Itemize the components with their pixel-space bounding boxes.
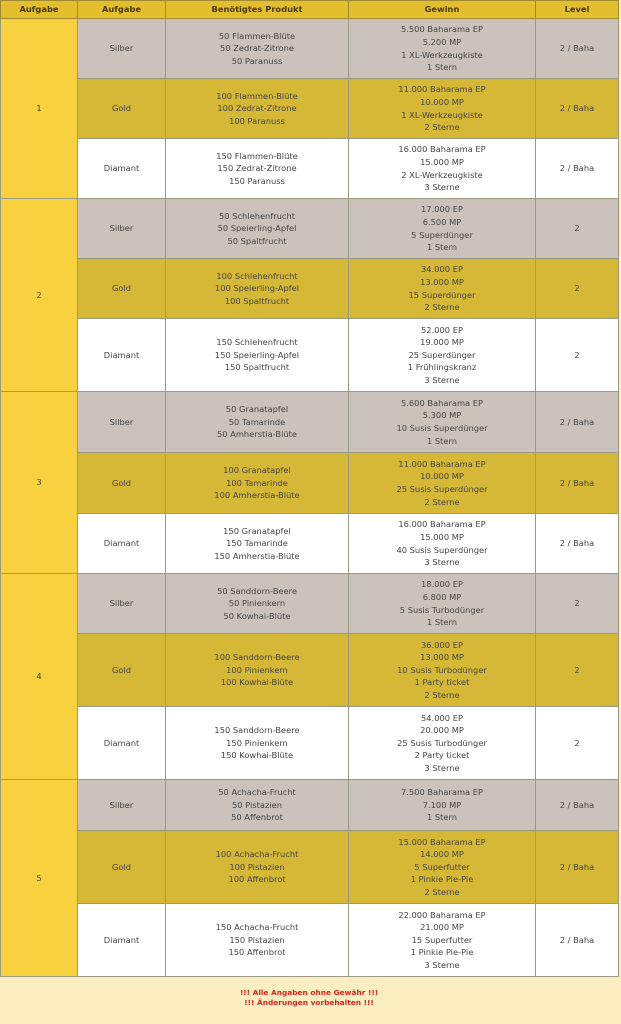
reward-line: 2 Sterne (424, 496, 460, 507)
table-row (1, 19, 619, 79)
rewards-cell (349, 319, 536, 392)
reward-line: 6.800 MP (422, 591, 462, 602)
tier-cell: Silber (78, 199, 166, 259)
reward-line: 25 Susis Turbodünger (397, 737, 487, 748)
product-line: 100 Paranuss (229, 115, 285, 126)
reward-line: 1 Party ticket (414, 677, 470, 688)
level-cell: 2 (536, 199, 619, 259)
product-line: 50 Amherstia-Blüte (216, 429, 297, 440)
products-cell (166, 319, 349, 392)
reward-line: 15.000 Baharama EP (398, 836, 486, 847)
product-line: 100 Kowhai-Blüte (220, 677, 294, 688)
reward-line: 18.000 EP (421, 579, 463, 590)
product-line: 50 Spaltfrucht (227, 235, 287, 246)
table-row (1, 904, 619, 977)
reward-line: 16.000 Baharama EP (398, 519, 486, 530)
product-line: 150 Affenbrot (228, 947, 286, 958)
product-line: 150 Paranuss (229, 175, 285, 186)
reward-line: 1 Stern (426, 62, 458, 73)
task-number-cell: 2 (1, 199, 78, 392)
tier-cell: Gold (78, 634, 166, 707)
product-line: 50 Granatapfel (225, 404, 289, 415)
reward-line: 2 Sterne (424, 302, 460, 313)
reward-line: 13.000 MP (420, 276, 464, 287)
table-row (1, 392, 619, 453)
rewards-cell (349, 79, 536, 139)
tier-cell: Gold (78, 831, 166, 904)
product-line: 50 Sanddorn-Beere (217, 585, 297, 596)
product-line: 100 Affenbrot (228, 874, 286, 885)
reward-line: 13.000 MP (420, 652, 464, 663)
reward-line: 1 Stern (426, 812, 458, 823)
header-aufgabe-tier: Aufgabe (78, 1, 166, 19)
table-row (1, 139, 619, 199)
reward-line: 5.500 Baharama EP (400, 24, 484, 35)
reward-line: 1 XL-Werkzeugkiste (401, 49, 483, 60)
rewards-cell (349, 634, 536, 707)
product-line: 150 Amherstia-Blüte (214, 550, 300, 561)
reward-line: 21.000 MP (420, 922, 464, 933)
table-row (1, 514, 619, 574)
table-row (1, 574, 619, 634)
reward-line: 34.000 EP (421, 264, 463, 275)
reward-line: 5 Superdünger (411, 229, 473, 240)
level-cell: 2 / Baha (536, 904, 619, 977)
products-cell (166, 79, 349, 139)
table-row (1, 780, 619, 831)
product-line: 50 Achacha-Frucht (218, 787, 296, 798)
product-line: 100 Sanddorn-Beere (214, 652, 300, 663)
tier-cell: Diamant (78, 514, 166, 574)
reward-line: 16.000 Baharama EP (398, 144, 486, 155)
product-line: 50 Speierling-Apfel (217, 223, 297, 234)
tier-cell: Silber (78, 19, 166, 79)
product-line: 100 Schlehenfrucht (216, 270, 298, 281)
reward-line: 15 Superfutter (411, 934, 473, 945)
reward-line: 36.000 EP (421, 639, 463, 650)
tier-cell: Diamant (78, 319, 166, 392)
product-line: 150 Schlehenfrucht (216, 337, 298, 348)
products-cell (166, 139, 349, 199)
rewards-cell (349, 574, 536, 634)
tier-cell: Gold (78, 453, 166, 514)
reward-line: 10.000 MP (420, 96, 464, 107)
product-line: 150 Flammen-Blüte (216, 150, 298, 161)
product-line: 100 Achacha-Frucht (215, 849, 299, 860)
reward-line: 3 Sterne (424, 557, 460, 568)
reward-line: 5.600 Baharama EP (400, 397, 484, 408)
level-cell: 2 (536, 319, 619, 392)
products-cell (166, 574, 349, 634)
reward-line: 1 Frühlingskranz (407, 362, 477, 373)
reward-line: 20.000 MP (420, 725, 464, 736)
tier-cell: Silber (78, 780, 166, 831)
reward-line: 3 Sterne (424, 762, 460, 773)
level-cell: 2 / Baha (536, 831, 619, 904)
reward-line: 10.000 MP (420, 471, 464, 482)
product-line: 50 Kowhai-Blüte (223, 610, 291, 621)
reward-line: 5.200 MP (422, 36, 462, 47)
product-line: 100 Zedrat-Zitrone (217, 103, 297, 114)
product-line: 100 Tamarinde (226, 477, 288, 488)
product-line: 150 Achacha-Frucht (215, 922, 299, 933)
reward-line: 3 Sterne (424, 182, 460, 193)
header-level: Level (536, 1, 619, 19)
products-cell (166, 634, 349, 707)
table-row (1, 319, 619, 392)
task-number-cell: 3 (1, 392, 78, 574)
rewards-cell (349, 139, 536, 199)
products-cell (166, 259, 349, 319)
reward-line: 40 Susis Superdünger (396, 544, 488, 555)
reward-line: 10 Susis Turbodünger (397, 664, 487, 675)
product-line: 50 Tamarinde (228, 416, 286, 427)
disclaimer-line: !!! Alle Angaben ohne Gewähr !!! (239, 988, 379, 997)
rewards-cell (349, 831, 536, 904)
rewards-cell (349, 780, 536, 831)
product-line: 150 Speierling-Apfel (214, 349, 300, 360)
level-cell: 2 / Baha (536, 453, 619, 514)
product-line: 150 Kowhai-Blüte (220, 750, 294, 761)
product-line: 150 Tamarinde (226, 538, 288, 549)
product-line: 50 Schlehenfrucht (219, 210, 295, 221)
reward-line: 6.500 MP (422, 216, 462, 227)
products-cell (166, 453, 349, 514)
product-line: 100 Flammen-Blüte (216, 90, 298, 101)
reward-line: 2 Sterne (424, 122, 460, 133)
reward-line: 2 Sterne (424, 886, 460, 897)
reward-line: 5.300 MP (422, 410, 462, 421)
task-number-cell: 4 (1, 574, 78, 780)
table-row (1, 79, 619, 139)
products-cell (166, 780, 349, 831)
reward-line: 2 Sterne (424, 689, 460, 700)
products-cell (166, 199, 349, 259)
product-line: 150 Zedrat-Zitrone (217, 163, 297, 174)
product-line: 50 Flammen-Blüte (218, 30, 296, 41)
reward-line: 2 XL-Werkzeugkiste (401, 169, 483, 180)
product-line: 150 Granatapfel (223, 525, 291, 536)
rewards-cell (349, 453, 536, 514)
reward-line: 3 Sterne (424, 374, 460, 385)
level-cell: 2 (536, 634, 619, 707)
reward-line: 52.000 EP (421, 324, 463, 335)
reward-line: 3 Sterne (424, 959, 460, 970)
product-line: 50 Paranuss (231, 55, 283, 66)
table-row (1, 707, 619, 780)
reward-line: 1 Pinkie Pie-Pie (410, 874, 474, 885)
product-line: 150 Pinienkern (226, 737, 288, 748)
level-cell: 2 / Baha (536, 19, 619, 79)
rewards-cell (349, 19, 536, 79)
tier-cell: Diamant (78, 707, 166, 780)
product-line: 150 Sanddorn-Beere (214, 725, 300, 736)
task-number-cell: 5 (1, 780, 78, 977)
reward-line: 7.100 MP (422, 799, 462, 810)
products-cell (166, 514, 349, 574)
products-cell (166, 831, 349, 904)
products-cell (166, 707, 349, 780)
product-line: 50 Affenbrot (231, 812, 283, 823)
level-cell: 2 (536, 574, 619, 634)
products-cell (166, 904, 349, 977)
reward-line: 11.000 Baharama EP (398, 84, 486, 95)
reward-line: 5 Susis Turbodünger (399, 604, 485, 615)
table-row (1, 634, 619, 707)
header-row (1, 1, 619, 19)
reward-line: 15.000 MP (420, 156, 464, 167)
rewards-cell (349, 904, 536, 977)
product-line: 150 Spaltfrucht (224, 362, 290, 373)
reward-line: 11.000 Baharama EP (398, 458, 486, 469)
table-row (1, 453, 619, 514)
product-line: 100 Granatapfel (223, 465, 291, 476)
reward-line: 15.000 MP (420, 531, 464, 542)
product-line: 50 Pistazien (231, 799, 282, 810)
reward-line: 1 XL-Werkzeugkiste (401, 109, 483, 120)
reward-line: 22.000 Baharama EP (398, 909, 486, 920)
reward-line: 5 Superfutter (414, 861, 470, 872)
header-aufgabe-number: Aufgabe (1, 1, 78, 19)
tier-cell: Diamant (78, 904, 166, 977)
product-line: 50 Pinienkern (228, 598, 286, 609)
reward-line: 14.000 MP (420, 849, 464, 860)
level-cell: 2 (536, 259, 619, 319)
level-cell: 2 / Baha (536, 514, 619, 574)
header-reward: Gewinn (349, 1, 536, 19)
rewards-cell (349, 514, 536, 574)
reward-line: 1 Pinkie Pie-Pie (410, 947, 474, 958)
reward-line: 25 Superdünger (408, 349, 476, 360)
level-cell: 2 (536, 707, 619, 780)
product-line: 150 Pistazien (229, 934, 285, 945)
products-cell (166, 19, 349, 79)
level-cell: 2 / Baha (536, 780, 619, 831)
tier-cell: Silber (78, 574, 166, 634)
disclaimer-line: !!! Änderungen vorbehalten !!! (244, 997, 374, 1007)
reward-line: 1 Stern (426, 435, 458, 446)
tier-cell: Gold (78, 259, 166, 319)
reward-line: 7.500 Baharama EP (400, 787, 484, 798)
level-cell: 2 / Baha (536, 79, 619, 139)
reward-line: 25 Susis Superdünger (396, 484, 488, 494)
product-line: 100 Speierling-Apfel (214, 283, 300, 294)
product-line: 100 Pinienkern (226, 664, 288, 675)
header-required-product: Benötigtes Produkt (166, 1, 349, 19)
tier-cell: Diamant (78, 139, 166, 199)
tier-cell: Silber (78, 392, 166, 453)
reward-line: 10 Susis Superdünger (396, 423, 488, 433)
rewards-cell (349, 199, 536, 259)
table-row (1, 831, 619, 904)
rewards-cell (349, 259, 536, 319)
reward-line: 54.000 EP (421, 712, 463, 723)
reward-line: 15 Superdünger (408, 289, 476, 300)
disclaimer (0, 976, 618, 1021)
level-cell: 2 / Baha (536, 392, 619, 453)
table-row (1, 259, 619, 319)
reward-line: 17.000 EP (421, 204, 463, 215)
reward-line: 2 Party ticket (414, 750, 470, 761)
reward-line: 19.000 MP (420, 337, 464, 348)
product-line: 50 Zedrat-Zitrone (220, 43, 294, 54)
reward-line: 1 Stern (426, 617, 458, 628)
product-line: 100 Spaltfrucht (224, 295, 290, 306)
tier-cell: Gold (78, 79, 166, 139)
rewards-cell (349, 392, 536, 453)
table-row (1, 199, 619, 259)
product-line: 100 Amherstia-Blüte (214, 490, 300, 501)
reward-line: 1 Stern (426, 242, 458, 253)
level-cell: 2 / Baha (536, 139, 619, 199)
rewards-cell (349, 707, 536, 780)
task-number-cell: 1 (1, 19, 78, 199)
products-cell (166, 392, 349, 453)
product-line: 100 Pistazien (229, 861, 285, 872)
